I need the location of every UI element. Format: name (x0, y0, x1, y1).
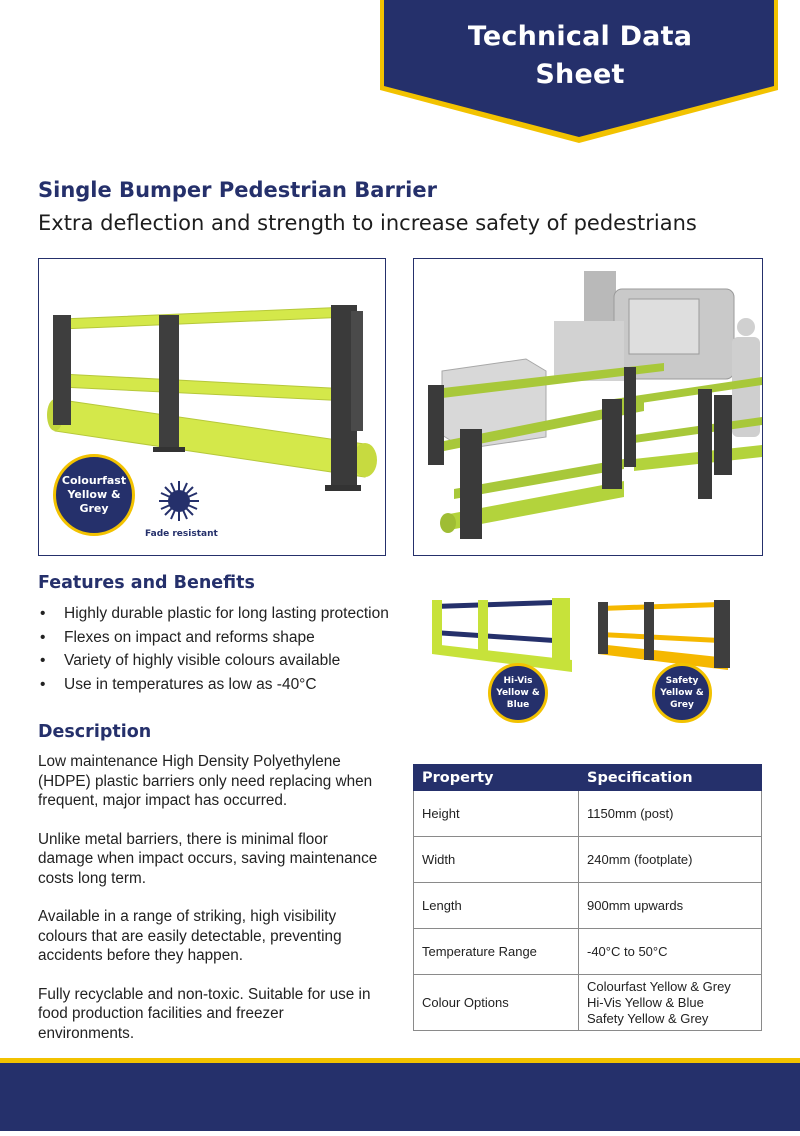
colour-badge-hivis: Hi-Vis Yellow & Blue (488, 663, 548, 723)
column-header-specification: Specification (579, 765, 762, 791)
table-row (414, 883, 762, 929)
paragraph: Available in a range of striking, high visibility colours that are easily detectable, preventing accidents before they happen. (38, 908, 342, 964)
footer-band (0, 1058, 800, 1131)
property-cell: Colour Options (414, 975, 579, 1031)
colour-badge-colourfast: Colourfast Yellow & Grey (53, 454, 135, 536)
spec-line: Colourfast Yellow & Grey (587, 978, 731, 994)
spec-cell (579, 975, 762, 1031)
spec-line: Safety Yellow & Grey (587, 1010, 709, 1026)
specification-table (413, 764, 762, 1031)
product-photo-warehouse (413, 258, 763, 556)
fade-resistant-label: Fade resistant (145, 529, 218, 539)
product-title: Single Bumper Pedestrian Barrier (38, 178, 437, 202)
variant-hivis-yellow-blue (426, 596, 581, 676)
spec-cell: 240mm (footplate) (579, 837, 762, 883)
features-title: Features and Benefits (38, 573, 255, 593)
product-subtitle: Extra deflection and strength to increase safety of pedestrians (38, 211, 697, 235)
table-row (414, 837, 762, 883)
table-row (414, 929, 762, 975)
paragraph: Fully recyclable and non-toxic. Suitable for use in food production facilities and freezer environments. (38, 985, 371, 1042)
product-photo-main (38, 258, 386, 556)
variant-safety-yellow-grey (592, 596, 747, 676)
document-title: Technical Data Sheet (467, 21, 693, 90)
spec-cell: 900mm upwards (579, 883, 762, 929)
column-header-property: Property (414, 765, 579, 791)
property-cell: Length (414, 883, 579, 929)
paragraph: Unlike metal barriers, there is minimal floor damage when impact occurs, saving maintenance costs long term. (38, 830, 378, 887)
list-item: • Variety of highly visible colours available (38, 649, 389, 673)
paragraph: Low maintenance High Density Polyethylene (HDPE) plastic barriers only need replacing when frequent, major impact has occurred. (38, 753, 373, 809)
features-list (38, 602, 389, 697)
list-item: • Use in temperatures as low as -40°C (38, 673, 389, 697)
list-item: • Flexes on impact and reforms shape (38, 626, 389, 650)
property-cell: Width (414, 837, 579, 883)
description-body (38, 752, 378, 1062)
spec-cell: 1150mm (post) (579, 791, 762, 837)
description-title: Description (38, 722, 152, 742)
table-row (414, 975, 762, 1031)
spec-line: Hi-Vis Yellow & Blue (587, 994, 704, 1010)
list-item: • Highly durable plastic for long lasting protection (38, 602, 389, 626)
table-row (414, 791, 762, 837)
property-cell: Height (414, 791, 579, 837)
colour-badge-safety: Safety Yellow & Grey (652, 663, 712, 723)
sun-icon (157, 479, 201, 523)
property-cell: Temperature Range (414, 929, 579, 975)
header-banner (0, 0, 800, 160)
spec-cell: -40°C to 50°C (579, 929, 762, 975)
